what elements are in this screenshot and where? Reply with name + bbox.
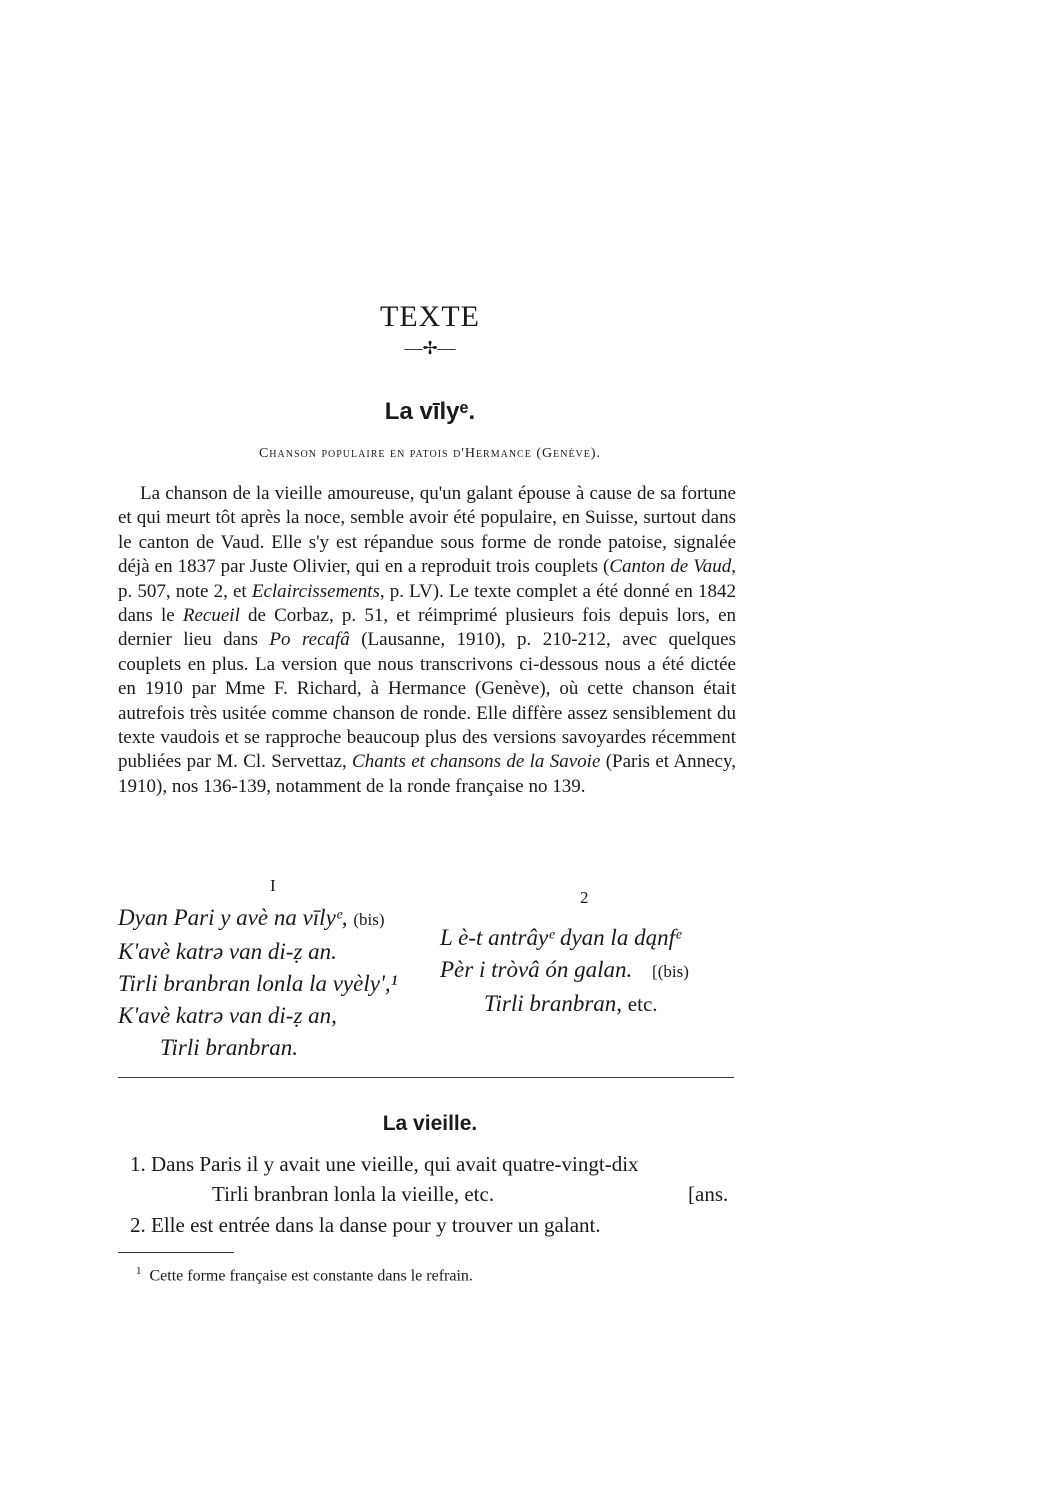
etc-marker: etc. [627,992,658,1016]
translation-line: 1. Dans Paris il y avait une vieille, qui avait quatre-vingt-dix [130,1152,639,1176]
song-subtitle: Chanson populaire en patois d'Hermance (Genève). [258,446,602,461]
verse-line: K'avè katrə van di-ẓ an, [118,1003,337,1028]
translation-line: [ans. [688,1182,729,1206]
translation-title: La vieille. [382,1112,478,1135]
translation-line: Tirli branbran lonla la vieille, etc. [212,1182,495,1206]
ornament: —✢— [404,338,456,358]
intro-title-po-recafa: Po recafâ [269,629,350,651]
footnote [136,1265,473,1285]
intro-text: La chanson de la vieille amoureuse, qu'un galant épouse à cause de sa fortune et qui meurt tôt après la noce, semble avoir été populaire, en Suisse, surtout dans le canton de Vaud. Elle s'y est répandue sous forme de ronde patoise, signalée déjà en 1837 par Juste Olivier, qui en a reproduit trois couplets ( [118,483,736,578]
verse-line: Tirli branbran. [160,1035,299,1060]
verse-line: Tirli branbran lonla la vyèly',¹ [118,971,398,996]
bis-marker: [(bis) [652,962,689,981]
translation-line: 2. Elle est entrée dans la danse pour y trouver un galant. [130,1213,601,1237]
verse-line: Pèr i tròvâ ón galan. [(bis) [440,957,689,982]
verse-line: K'avè katrə van di-ẓ an. [118,939,337,964]
intro-text: de Corbaz, p. 51, et réimprimé plusieurs fois depuis lors, en dernier lieu dans [118,605,737,651]
song-title: La vīlyᵉ. [384,398,476,425]
intro-title-chants: Chants et chansons de la Savoie [352,751,601,773]
stanza-2 [440,922,740,1020]
bis-marker: (bis) [353,910,385,929]
verse-line: Tirli branbran, etc. [484,991,658,1016]
intro-title-eclaircissements: Eclaircissements [251,580,380,602]
section-divider [118,1077,734,1078]
intro-title-recueil: Recueil [182,605,240,627]
intro-text: , p. 507, note 2, et [118,556,736,602]
footnote-marker: 1 [136,1265,142,1277]
stanza-1 [118,902,448,1064]
stanza-number: 2 [580,888,589,907]
verse-line: Dyan Pari y avè na vīlyᵉ, (bis) [118,905,385,930]
stanza-number: I [270,876,276,895]
intro-text: (Paris et Annecy, 1910), nos 136-139, notamment de la ronde française no 139. [118,751,736,797]
intro-text: , p. LV). Le texte complet a été donné en 1842 dans le [118,580,736,627]
intro-text: (Lausanne, 1910), p. 210-212, avec quelques couplets en plus. La version que nous transcrivons ci-dessous nous a été dictée en 1910 par Mme F. Richard, à Hermance (Genève), où cette chanson était autrefois très usitée comme chanson de ronde. Elle diffère assez sensiblement du texte vaudois et se rapproche beaucoup plus des versions savoyardes récemment publiées par M. Cl. Servettaz, [118,629,736,773]
footnote-text: Cette forme française est constante dans le refrain. [149,1267,473,1285]
intro-paragraph [118,482,736,799]
intro-title-canton: Canton de Vaud [609,556,732,578]
footnote-divider [118,1252,234,1253]
verse-line: L è-t antrâyᵉ dyan la dąnfᵉ [440,925,681,950]
section-title: TEXTE [380,300,480,333]
